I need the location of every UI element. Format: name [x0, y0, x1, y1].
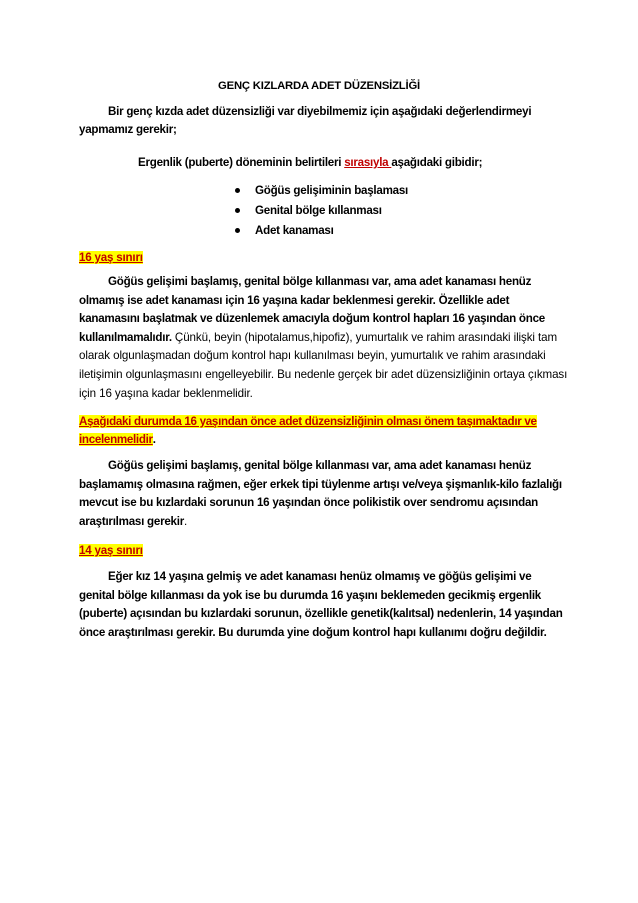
- pcos-paragraph: [79, 457, 569, 531]
- puberty-line-before: Ergenlik (puberte) döneminin belirtileri: [138, 156, 345, 169]
- document-title: GENÇ KIZLARDA ADET DÜZENSİZLİĞİ: [218, 80, 420, 92]
- section-16-heading-text: 16 yaş sınırı: [79, 251, 143, 264]
- warning-statement: [79, 413, 569, 449]
- list-item: Adet kanaması: [233, 221, 408, 241]
- pcos-text: Göğüs gelişimi başlamış, genital bölge kıllanması var, ama adet kanaması henüz başlamamış olmasına rağmen, eğer erkek tipi tüylenme artışı ve/veya şişmanlık-kilo fazlalığı mevcut ise bu kızlardaki sorunun 16 yaşından önce polikistik over sendromu açısından araştırılması gerekir: [79, 459, 562, 528]
- section-16-heading: [79, 249, 143, 267]
- warning-end: .: [152, 433, 156, 447]
- puberty-signs-intro: [138, 154, 482, 172]
- puberty-signs-list: [233, 181, 408, 241]
- intro-paragraph: Bir genç kızda adet düzensizliği var diyebilmemiz için aşağıdaki değerlendirmeyi yapmamız gerekir;: [79, 105, 532, 137]
- warning-text: Aşağıdaki durumda 16 yaşından önce adet düzensizliğinin olması önem taşımaktadır ve incelenmelidir: [79, 415, 537, 447]
- puberty-line-highlight: sırasıyla: [344, 156, 392, 169]
- section-16-bold-text: Göğüs gelişimi başlamış, genital bölge kıllanması var, ama adet kanaması henüz olmamış ise adet kanaması için 16 yaşına kadar beklenmesi gerekir. Özellikle adet kanamasını başlatmak ve düzenlemek amacıyla doğum kontrol hapları 16 yaşından önce kullanılmamalıdır.: [79, 275, 545, 344]
- section-16-paragraph: [79, 273, 569, 403]
- section-14-heading: [79, 542, 143, 560]
- pcos-end: .: [183, 514, 187, 528]
- list-item: Göğüs gelişiminin başlaması: [233, 181, 408, 201]
- section-14-heading-text: 14 yaş sınırı: [79, 544, 143, 557]
- section-16-normal-text: Çünkü, beyin (hipotalamus,hipofiz), yumurtalık ve rahim arasındaki ilişki tam olarak olgunlaşmadan doğum kontrol hapı kullanılması beyin, yumurtalık ve rahim arasındaki iletişimin olgunlaşmasını engelleyebilir. Bu nedenle gerçek bir adet düzensizliğinin ortaya çıkması için 16 yaşına kadar beklenmelidir.: [79, 330, 568, 400]
- section-14-paragraph: Eğer kız 14 yaşına gelmiş ve adet kanaması henüz olmamış ve göğüs gelişimi ve genital bölge kıllanması da yok ise bu durumda 16 yaşını beklemeden gecikmiş ergenlik (puberte) açısından bu kızlardaki sorunun, özellikle genetik(kalıtsal) nedenlerin, 14 yaşından önce araştırılması gerekir. Bu durumda yine doğum kontrol hapı kullanımı doğru değildir.: [79, 570, 563, 639]
- list-item: Genital bölge kıllanması: [233, 201, 408, 221]
- puberty-line-after: aşağıdaki gibidir;: [391, 156, 483, 169]
